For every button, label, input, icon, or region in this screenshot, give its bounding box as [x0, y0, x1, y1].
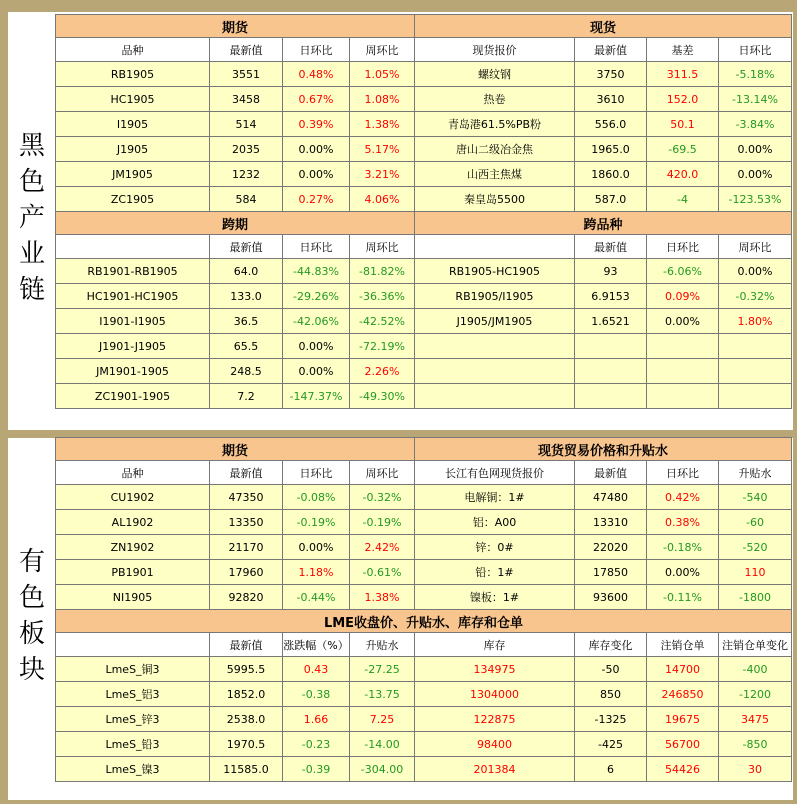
metal-spot-header: 升贴水 — [719, 461, 792, 485]
lme-cell: 246850 — [647, 682, 719, 707]
black-cross-cell: -0.32% — [719, 284, 792, 309]
metal-spot-header: 日环比 — [647, 461, 719, 485]
black-futures-header: 品种 — [56, 38, 210, 62]
black-spread-cell: RB1901-RB1905 — [56, 259, 210, 284]
black-spread-cell: I1901-I1905 — [56, 309, 210, 334]
black-futures-cell: 0.67% — [283, 87, 350, 112]
lme-cell: LmeS_铝3 — [56, 682, 210, 707]
metal-futures-cell: PB1901 — [56, 560, 210, 585]
black-cross-cell: 0.00% — [719, 259, 792, 284]
black-futures-cell: 2035 — [210, 137, 283, 162]
lme-cell: -0.38 — [283, 682, 350, 707]
black-cross-header: 周环比 — [719, 235, 792, 259]
metal-futures-cell: -0.19% — [350, 510, 415, 535]
black-spot-cell: -123.53% — [719, 187, 792, 212]
metal-spot-cell: 锌：0# — [415, 535, 575, 560]
table-row — [56, 309, 792, 334]
metal-futures-cell: 0.00% — [283, 535, 350, 560]
black-futures-cell: 0.00% — [283, 137, 350, 162]
black-cross-cell — [415, 384, 575, 409]
metal-spot-cell: -540 — [719, 485, 792, 510]
black-futures-cell: 3.21% — [350, 162, 415, 187]
black-spot-cell: 556.0 — [575, 112, 647, 137]
black-cross-title: 跨品种 — [415, 212, 792, 235]
black-spread-cell: 0.00% — [283, 359, 350, 384]
table-row — [56, 87, 792, 112]
section-label — [8, 438, 52, 800]
black-spread-header: 日环比 — [283, 235, 350, 259]
table-row — [56, 187, 792, 212]
metal-futures-cell: 13350 — [210, 510, 283, 535]
metal-spot-cell: 0.42% — [647, 485, 719, 510]
lme-cell: -13.75 — [350, 682, 415, 707]
black-spot-cell: -4 — [647, 187, 719, 212]
black-cross-cell — [719, 334, 792, 359]
black-futures-cell: 0.00% — [283, 162, 350, 187]
metal-futures-cell: 21170 — [210, 535, 283, 560]
black-spot-header: 最新值 — [575, 38, 647, 62]
metal-futures-cell: 1.38% — [350, 585, 415, 610]
table-row — [56, 535, 792, 560]
black-spot-header: 基差 — [647, 38, 719, 62]
black-spread-cell: 248.5 — [210, 359, 283, 384]
black-spread-cell: 65.5 — [210, 334, 283, 359]
table-row — [56, 62, 792, 87]
lme-cell: -400 — [719, 657, 792, 682]
black-spot-cell: 0.00% — [719, 137, 792, 162]
black-futures-cell: I1905 — [56, 112, 210, 137]
lme-cell: 56700 — [647, 732, 719, 757]
lme-cell: LmeS_铅3 — [56, 732, 210, 757]
metal-spot-cell: 13310 — [575, 510, 647, 535]
lme-cell: 1852.0 — [210, 682, 283, 707]
metal-spot-cell: -1800 — [719, 585, 792, 610]
black-spread-header: 周环比 — [350, 235, 415, 259]
black-spot-cell: -5.18% — [719, 62, 792, 87]
table-row — [56, 485, 792, 510]
black-cross-cell — [647, 359, 719, 384]
lme-cell: 7.25 — [350, 707, 415, 732]
black-spot-cell: 0.00% — [719, 162, 792, 187]
black-spot-cell: 唐山二级冶金焦 — [415, 137, 575, 162]
lme-cell: 0.43 — [283, 657, 350, 682]
metal-spot-title: 现货贸易价格和升贴水 — [415, 438, 792, 461]
black-cross-cell — [719, 384, 792, 409]
black-spread-cell: -42.06% — [283, 309, 350, 334]
black-futures-cell: J1905 — [56, 137, 210, 162]
black-spread-cell: 7.2 — [210, 384, 283, 409]
black-chain-table — [55, 14, 792, 409]
black-spread-cell: -36.36% — [350, 284, 415, 309]
lme-title: LME收盘价、升贴水、库存和仓单 — [56, 610, 792, 633]
black-spot-cell: 山西主焦煤 — [415, 162, 575, 187]
metal-futures-cell: AL1902 — [56, 510, 210, 535]
metal-futures-header: 日环比 — [283, 461, 350, 485]
black-futures-cell: 0.27% — [283, 187, 350, 212]
lme-cell: 19675 — [647, 707, 719, 732]
metal-section-title: 有色板块 — [14, 547, 45, 691]
lme-cell: 850 — [575, 682, 647, 707]
metal-futures-cell: -0.19% — [283, 510, 350, 535]
black-spread-title: 跨期 — [56, 212, 415, 235]
black-spot-cell: -3.84% — [719, 112, 792, 137]
black-cross-cell — [647, 384, 719, 409]
black-spot-cell: 热卷 — [415, 87, 575, 112]
lme-cell: LmeS_铜3 — [56, 657, 210, 682]
black-cross-cell: 93 — [575, 259, 647, 284]
black-cross-cell: 6.9153 — [575, 284, 647, 309]
metal-spot-cell: 铅：1# — [415, 560, 575, 585]
black-spread-cell: -147.37% — [283, 384, 350, 409]
lme-cell: 6 — [575, 757, 647, 782]
metal-spot-cell: 电解铜：1# — [415, 485, 575, 510]
black-spot-cell: 螺纹钢 — [415, 62, 575, 87]
table-row — [56, 585, 792, 610]
lme-cell: LmeS_镍3 — [56, 757, 210, 782]
black-cross-cell — [575, 384, 647, 409]
metal-spot-header: 最新值 — [575, 461, 647, 485]
black-spread-cell: -29.26% — [283, 284, 350, 309]
black-futures-header: 日环比 — [283, 38, 350, 62]
metal-futures-cell: -0.32% — [350, 485, 415, 510]
black-spread-cell: 64.0 — [210, 259, 283, 284]
black-spot-cell: 587.0 — [575, 187, 647, 212]
black-futures-cell: 514 — [210, 112, 283, 137]
lme-header: 注销仓单变化 — [719, 633, 792, 657]
metal-futures-cell: 2.42% — [350, 535, 415, 560]
black-cross-header: 日环比 — [647, 235, 719, 259]
metal-spot-cell: -0.11% — [647, 585, 719, 610]
metal-futures-cell: CU1902 — [56, 485, 210, 510]
lme-cell: 1970.5 — [210, 732, 283, 757]
table-row — [56, 682, 792, 707]
black-spread-cell: -42.52% — [350, 309, 415, 334]
lme-cell: 201384 — [415, 757, 575, 782]
section-label — [8, 12, 52, 430]
black-spot-cell: 3610 — [575, 87, 647, 112]
black-cross-cell — [719, 359, 792, 384]
metal-futures-cell: 47350 — [210, 485, 283, 510]
black-futures-cell: 584 — [210, 187, 283, 212]
lme-cell: 14700 — [647, 657, 719, 682]
black-futures-title: 期货 — [56, 15, 415, 38]
black-spot-cell: 秦皇岛5500 — [415, 187, 575, 212]
lme-cell: -304.00 — [350, 757, 415, 782]
lme-header: 最新值 — [210, 633, 283, 657]
black-cross-cell: 1.6521 — [575, 309, 647, 334]
metal-futures-cell: 92820 — [210, 585, 283, 610]
lme-cell: -0.23 — [283, 732, 350, 757]
black-futures-header: 周环比 — [350, 38, 415, 62]
metal-spot-cell: 47480 — [575, 485, 647, 510]
metal-spot-header: 长江有色网现货报价 — [415, 461, 575, 485]
black-futures-cell: 3458 — [210, 87, 283, 112]
lme-header: 库存 — [415, 633, 575, 657]
table-row — [56, 510, 792, 535]
metal-spot-cell: 17850 — [575, 560, 647, 585]
lme-cell: -1200 — [719, 682, 792, 707]
black-spot-header: 日环比 — [719, 38, 792, 62]
lme-cell: -850 — [719, 732, 792, 757]
lme-cell: 54426 — [647, 757, 719, 782]
metal-spot-cell: 0.00% — [647, 560, 719, 585]
black-spread-cell: -49.30% — [350, 384, 415, 409]
lme-cell: -50 — [575, 657, 647, 682]
lme-cell: -425 — [575, 732, 647, 757]
metal-spot-cell: 22020 — [575, 535, 647, 560]
table-row — [56, 162, 792, 187]
black-spot-cell: 420.0 — [647, 162, 719, 187]
metal-futures-cell: -0.08% — [283, 485, 350, 510]
table-row — [56, 137, 792, 162]
lme-header: 涨跌幅（%） — [283, 633, 350, 657]
lme-cell: 11585.0 — [210, 757, 283, 782]
metal-spot-cell: 93600 — [575, 585, 647, 610]
black-spot-cell: 50.1 — [647, 112, 719, 137]
black-futures-cell: 1232 — [210, 162, 283, 187]
metal-futures-header: 品种 — [56, 461, 210, 485]
black-cross-cell: 0.00% — [647, 309, 719, 334]
black-futures-cell: HC1905 — [56, 87, 210, 112]
lme-cell: 30 — [719, 757, 792, 782]
black-chain-section — [8, 12, 793, 430]
metal-spot-cell: -60 — [719, 510, 792, 535]
lme-cell: 134975 — [415, 657, 575, 682]
lme-cell: 98400 — [415, 732, 575, 757]
black-futures-cell: 1.08% — [350, 87, 415, 112]
black-cross-cell: -6.06% — [647, 259, 719, 284]
black-futures-cell: 0.39% — [283, 112, 350, 137]
table-row — [56, 757, 792, 782]
black-futures-cell: 3551 — [210, 62, 283, 87]
black-cross-header — [415, 235, 575, 259]
black-spread-cell: ZC1901-1905 — [56, 384, 210, 409]
metal-futures-cell: ZN1902 — [56, 535, 210, 560]
black-spread-cell: J1901-J1905 — [56, 334, 210, 359]
black-cross-cell — [575, 334, 647, 359]
lme-header: 注销仓单 — [647, 633, 719, 657]
black-spot-cell: -69.5 — [647, 137, 719, 162]
metal-spot-cell: -0.18% — [647, 535, 719, 560]
black-spot-cell: 152.0 — [647, 87, 719, 112]
black-cross-cell: 0.09% — [647, 284, 719, 309]
black-spot-cell: 青岛港61.5%PB粉 — [415, 112, 575, 137]
table-row — [56, 707, 792, 732]
metal-futures-cell: -0.44% — [283, 585, 350, 610]
black-spot-cell: -13.14% — [719, 87, 792, 112]
lme-header: 升贴水 — [350, 633, 415, 657]
lme-cell: -14.00 — [350, 732, 415, 757]
metal-futures-cell: 1.18% — [283, 560, 350, 585]
black-futures-cell: 1.05% — [350, 62, 415, 87]
black-spread-cell: HC1901-HC1905 — [56, 284, 210, 309]
table-row — [56, 334, 792, 359]
metal-table — [55, 437, 792, 782]
metal-spot-cell: 镍板：1# — [415, 585, 575, 610]
black-spread-cell: JM1901-1905 — [56, 359, 210, 384]
black-spread-cell: 0.00% — [283, 334, 350, 359]
black-spot-cell: 1965.0 — [575, 137, 647, 162]
lme-cell: -27.25 — [350, 657, 415, 682]
lme-cell: -1325 — [575, 707, 647, 732]
lme-cell: 2538.0 — [210, 707, 283, 732]
table-row — [56, 112, 792, 137]
metal-spot-cell: 110 — [719, 560, 792, 585]
table-row — [56, 284, 792, 309]
black-spread-cell: 36.5 — [210, 309, 283, 334]
black-spread-cell: -72.19% — [350, 334, 415, 359]
black-futures-cell: RB1905 — [56, 62, 210, 87]
black-spot-title: 现货 — [415, 15, 792, 38]
black-futures-cell: 0.48% — [283, 62, 350, 87]
table-row — [56, 384, 792, 409]
table-row — [56, 560, 792, 585]
lme-header — [56, 633, 210, 657]
lme-cell: LmeS_锌3 — [56, 707, 210, 732]
lme-cell: 122875 — [415, 707, 575, 732]
metal-futures-title: 期货 — [56, 438, 415, 461]
black-spread-cell: -81.82% — [350, 259, 415, 284]
table-row — [56, 732, 792, 757]
black-futures-cell: JM1905 — [56, 162, 210, 187]
black-cross-cell — [415, 334, 575, 359]
lme-cell: 5995.5 — [210, 657, 283, 682]
lme-cell: 1.66 — [283, 707, 350, 732]
black-spot-cell: 311.5 — [647, 62, 719, 87]
black-section-title: 黑色产业链 — [14, 131, 45, 311]
metal-spot-cell: 铝：A00 — [415, 510, 575, 535]
black-cross-cell — [415, 359, 575, 384]
table-row — [56, 657, 792, 682]
black-futures-cell: ZC1905 — [56, 187, 210, 212]
metal-futures-cell: -0.61% — [350, 560, 415, 585]
black-cross-cell: J1905/JM1905 — [415, 309, 575, 334]
black-spread-header — [56, 235, 210, 259]
lme-cell: 1304000 — [415, 682, 575, 707]
black-spot-cell: 1860.0 — [575, 162, 647, 187]
black-cross-cell: RB1905/I1905 — [415, 284, 575, 309]
metal-futures-cell: NI1905 — [56, 585, 210, 610]
metal-spot-cell: 0.38% — [647, 510, 719, 535]
metal-spot-cell: -520 — [719, 535, 792, 560]
metal-futures-cell: 17960 — [210, 560, 283, 585]
black-spread-header: 最新值 — [210, 235, 283, 259]
black-spread-cell: -44.83% — [283, 259, 350, 284]
table-row — [56, 259, 792, 284]
lme-header: 库存变化 — [575, 633, 647, 657]
table-row — [56, 359, 792, 384]
black-futures-cell: 5.17% — [350, 137, 415, 162]
black-cross-cell: 1.80% — [719, 309, 792, 334]
black-cross-cell: RB1905-HC1905 — [415, 259, 575, 284]
lme-cell: -0.39 — [283, 757, 350, 782]
metal-futures-header: 最新值 — [210, 461, 283, 485]
black-spread-cell: 133.0 — [210, 284, 283, 309]
metal-futures-header: 周环比 — [350, 461, 415, 485]
black-spot-cell: 3750 — [575, 62, 647, 87]
black-cross-header: 最新值 — [575, 235, 647, 259]
black-spread-cell: 2.26% — [350, 359, 415, 384]
lme-cell: 3475 — [719, 707, 792, 732]
black-spot-header: 现货报价 — [415, 38, 575, 62]
black-cross-cell — [575, 359, 647, 384]
black-futures-cell: 1.38% — [350, 112, 415, 137]
black-futures-header: 最新值 — [210, 38, 283, 62]
black-futures-cell: 4.06% — [350, 187, 415, 212]
black-cross-cell — [647, 334, 719, 359]
metal-section — [8, 438, 793, 800]
